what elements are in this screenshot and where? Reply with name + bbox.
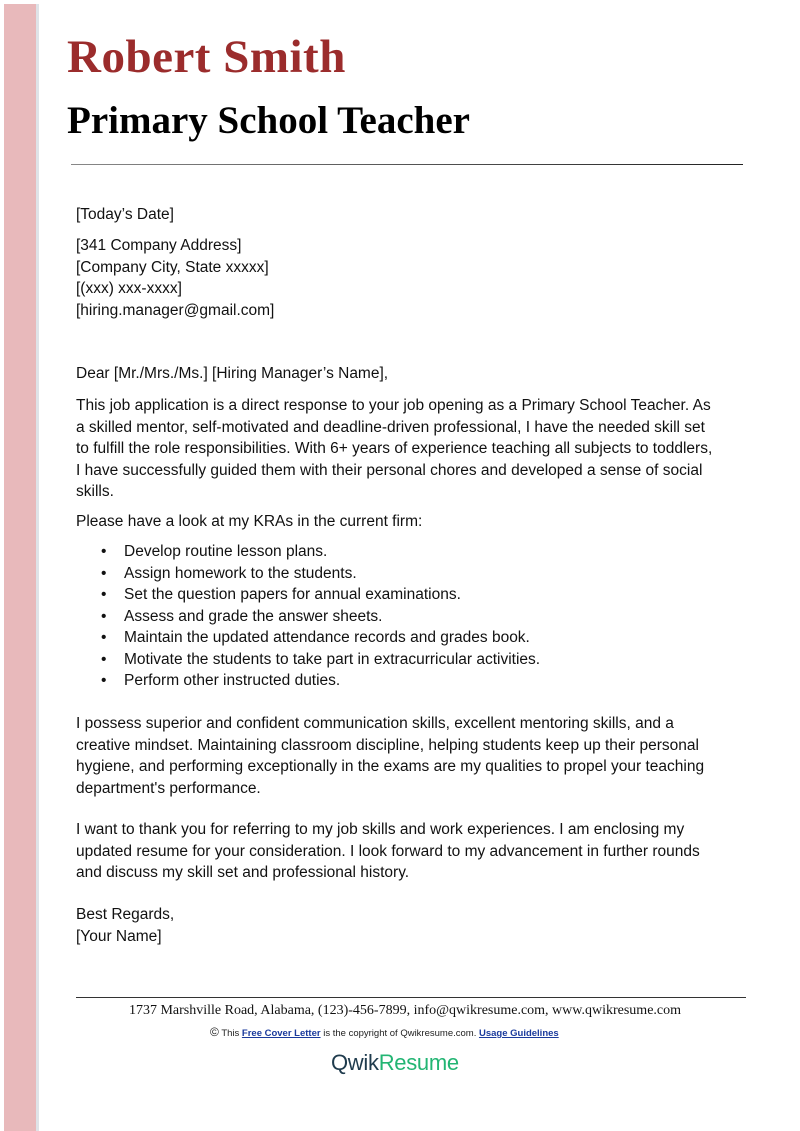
kra-item: • Maintain the updated attendance records and grades book. — [76, 627, 540, 649]
job-title: Primary School Teacher — [67, 99, 470, 142]
signature-name: [Your Name] — [76, 927, 162, 945]
kra-item: • Set the question papers for annual examinations. — [76, 584, 540, 606]
address-line: [Company City, State xxxxx] — [76, 258, 269, 276]
kra-intro: Please have a look at my KRAs in the current firm: — [76, 513, 423, 530]
text-line: and discuss my skill set and professional history. — [76, 864, 410, 881]
text-line: hygiene, and performing exceptionally in the exams are my qualities to propel your teaching — [76, 758, 705, 775]
date: [Today’s Date] — [76, 206, 174, 223]
copyright-icon: © — [210, 1025, 219, 1039]
kra-item: • Develop routine lesson plans. — [76, 541, 540, 563]
decorative-sidebar — [4, 4, 39, 1131]
text-line: updated resume for your consideration. I look forward to my advancement in further rounds — [76, 842, 700, 860]
address-line: [hiring.manager@gmail.com] — [76, 301, 275, 319]
text-line: I want to thank you for referring to my job skills and work experiences. I am enclosing my — [76, 821, 685, 838]
text-line: a skilled mentor, self-motivated and deadline-driven professional, I have the needed skill set — [76, 418, 705, 436]
usage-guidelines-link[interactable]: Usage Guidelines — [478, 1028, 559, 1039]
footer-divider — [76, 997, 746, 998]
salutation: Dear [Mr./Mrs./Ms.] [Hiring Manager’s Name], — [76, 365, 389, 382]
header-divider — [71, 164, 743, 165]
regards: Best Regards, — [76, 906, 175, 923]
paragraph-closing — [76, 819, 700, 884]
applicant-name: Robert Smith — [67, 31, 346, 83]
copyright-notice — [210, 1025, 559, 1039]
kra-item: • Assign homework to the students. — [76, 563, 540, 585]
free-cover-letter-link[interactable]: Free Cover Letter — [241, 1028, 321, 1039]
kra-item: • Motivate the students to take part in extracurricular activities. — [76, 649, 540, 671]
recipient-address — [76, 235, 274, 321]
kra-item: • Perform other instructed duties. — [76, 670, 540, 692]
text-line: department's performance. — [76, 779, 261, 797]
logo-part2: Resume — [378, 1050, 459, 1075]
text-line: I have successfully guided them with their personal chores and developed a sense of social — [76, 461, 703, 479]
copyright-text-mid: is the copyright of Qwikresume.com. — [323, 1028, 477, 1039]
kra-list — [76, 541, 540, 692]
text-line: I possess superior and confident communication skills, excellent mentoring skills, and a — [76, 715, 674, 732]
text-line: creative mindset. Maintaining classroom discipline, helping students keep up their personal — [76, 736, 699, 754]
kra-item: • Assess and grade the answer sheets. — [76, 606, 540, 628]
text-line: to fulfill the role responsibilities. With 6+ years of experience teaching all subjects to toddlers, — [76, 440, 713, 457]
address-line: [(xxx) xxx-xxxx] — [76, 280, 182, 297]
closing — [76, 904, 174, 947]
text-line: skills. — [76, 483, 114, 500]
paragraph-skills — [76, 713, 704, 799]
address-line: [341 Company Address] — [76, 237, 242, 254]
text-line: This job application is a direct response to your job opening as a Primary School Teacher. As — [76, 397, 711, 414]
qwikresume-logo — [331, 1050, 459, 1076]
footer-address: 1737 Marshville Road, Alabama, (123)-456-7899, info@qwikresume.com, www.qwikresume.com — [128, 1003, 682, 1018]
copyright-text: This — [221, 1028, 240, 1039]
logo-part1: Qwik — [331, 1050, 379, 1075]
paragraph-intro — [76, 395, 712, 503]
